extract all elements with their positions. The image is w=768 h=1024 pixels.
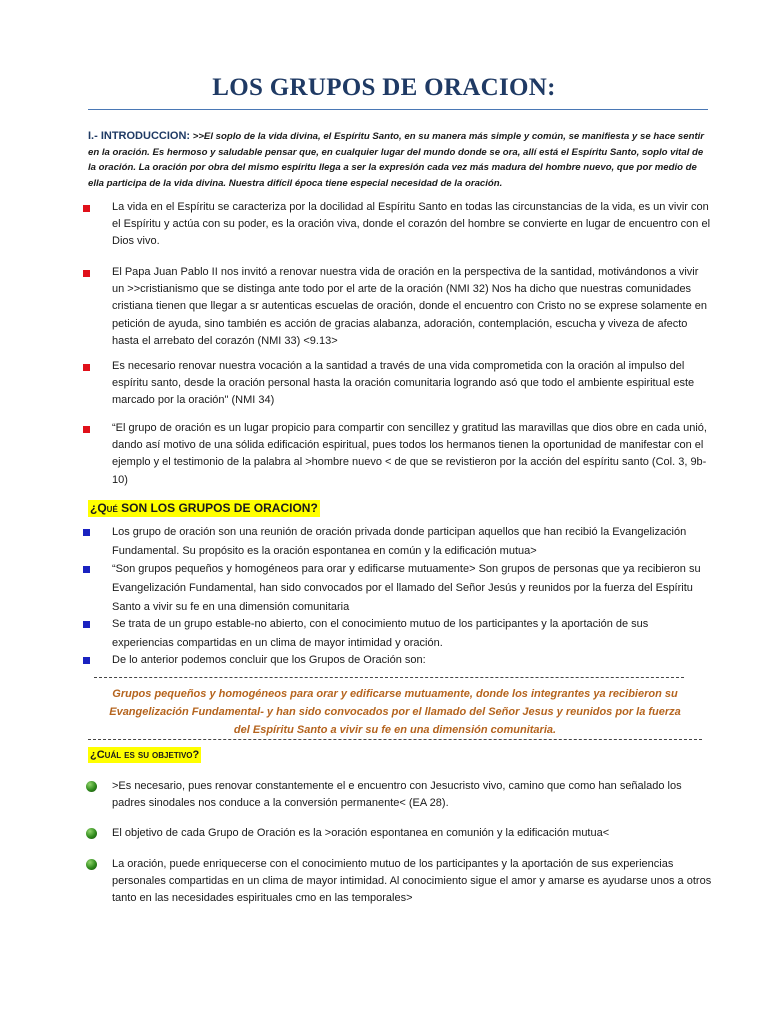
red-square-bullet-icon xyxy=(83,205,90,212)
red-square-bullet-icon xyxy=(83,364,90,371)
list-item: De lo anterior podemos concluir que los Grupos de Oración son: xyxy=(112,654,426,666)
dashed-divider xyxy=(94,677,684,678)
green-ball-bullet-icon xyxy=(86,859,97,870)
list-item: El objetivo de cada Grupo de Oración es la >oración espontanea en comunión y la edificación mutua< xyxy=(112,827,610,839)
intro-lead: I.- INTRODUCCION: xyxy=(88,130,191,142)
blue-square-bullet-icon xyxy=(83,657,90,664)
list-item: El Papa Juan Pablo II nos invitó a renovar nuestra vida de oración en la perspectiva de la santidad, motivándonos a vivir un >>cristianismo que se distinga ante todo por el arte de la oración (NMI 32) Nos ha dicho que nuestras comunidades cristiana tienen que llegar a sr autenticas escuelas de oración, donde el encuentro con Cristo no se exprese solamente en petición de ayuda, sino también es acción de gracias alabanza, adoración, contemplación, escucha y viveza de afecto hasta el arrebato del corazón (NMI 33) <9.13> xyxy=(112,266,707,347)
list-item: La vida en el Espíritu se caracteriza por la docilidad al Espíritu Santo en todas las circunstancias de la vida, es un vivir con el Espíritu y actúa con su poder, es la oración viva, donde el corazón del hombre se convierte en lugar de encuentro con el Dios vivo. xyxy=(112,201,711,248)
section-heading-objetivo: ¿Cuál es su objetivo? xyxy=(90,749,200,761)
intro-text: >>El soplo de la vida divina, el Espíritu Santo, en su manera más simple y común, se manifiesta y se hace sentir en la oración. Es hermoso y saludable pensar que, en cualquier lugar del mundo donde se ora, allí está el Espíritu Santo, soplo vital de la oración. La oración por obra del mismo espíritu llega a ser la expresión cada vez más madura del hombre nuevo, que por medio de ella participa de la vida divina. Nuestra difícil época tiene especial necesidad de la oración. xyxy=(88,131,705,189)
list-item: Es necesario renovar nuestra vocación a la santidad a través de una vida comprometida con la oración al impulso del espíritu santo, desde la oración personal hasta la oración comunitaria logrando asó que todo el ambiente espiritual este marcado por la oración" (NMI 34) xyxy=(112,360,695,407)
red-square-bullet-icon xyxy=(83,426,90,433)
dashed-divider xyxy=(88,739,702,740)
blue-square-bullet-icon xyxy=(83,621,90,628)
list-item: “Son grupos pequeños y homogéneos para orar y edificarse mutuamente> Son grupos de personas que ya recibieron su Evangelización Fundamental, han sido convocados por el llamado del Señor Jesús y reunidos por la fuerza del Espíritu Santo a vivir su fe en una dimensión comunitaria xyxy=(112,563,701,613)
definition-quote: Grupos pequeños y homogéneos para orar y edificarse mutuamente, donde los integrantes ya recibieron su Evangelización Fundamental- y han sido convocados por el llamado del Señor Jesus y reunidos por la fuerza del Espíritu Santo a vivir su fe en una dimensión comunitaria. xyxy=(109,688,681,736)
blue-square-bullet-icon xyxy=(83,529,90,536)
blue-square-bullet-icon xyxy=(83,566,90,573)
red-square-bullet-icon xyxy=(83,270,90,277)
green-ball-bullet-icon xyxy=(86,781,97,792)
title-underline xyxy=(88,109,708,110)
intro-paragraph xyxy=(88,129,713,191)
list-item: Se trata de un grupo estable-no abierto, con el conocimiento mutuo de los participantes y la aportación de sus experiencias compartidas en un clima de mayor intimidad y oración. xyxy=(112,618,649,649)
green-ball-bullet-icon xyxy=(86,828,97,839)
list-item: >Es necesario, pues renovar constantemente el e encuentro con Jesucristo vivo, camino que como han señalado los padres sinodales nos conduce a la conversión permanente< (EA 28). xyxy=(112,780,682,810)
page-title: LOS GRUPOS DE ORACION: xyxy=(212,74,556,101)
list-item: “El grupo de oración es un lugar propicio para compartir con sencillez y gratitud las maravillas que dios obre en cada unió, dando así motivo de una sólida edificación espiritual, pues todos los hermanos tienen la oportunidad de manifestar con el ejemplo y el testimonio de la palabra al >hombre nuevo < de que se revistieron por la acción del espíritu santo (Col. 3, 9b-10) xyxy=(112,422,707,486)
list-item: La oración, puede enriquecerse con el conocimiento mutuo de los participantes y la aportación de sus experiencias personales compartidas en un clima de mayor intimidad. Al conocimiento sigue el amor y amarse es ayudarse unos a otros tanto en las necesidades espirituales cmo en las temporales> xyxy=(112,858,712,905)
list-item: Los grupo de oración son una reunión de oración privada donde participan aquellos que han recibió la Evangelización Fundamental. Su propósito es la oración espontanea en común y la edificación mutua> xyxy=(112,526,687,557)
section-heading-que-son: ¿Qué SON LOS GRUPOS DE ORACION? xyxy=(90,501,318,515)
